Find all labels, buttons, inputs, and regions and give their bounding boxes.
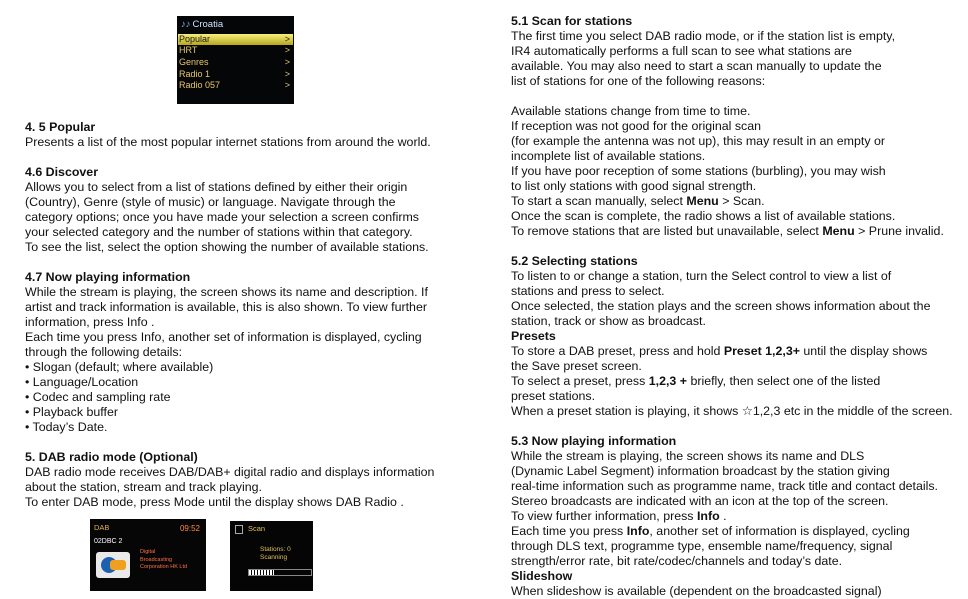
chevron-right-icon: >: [284, 57, 290, 67]
body-line: Available stations change from time to time.: [511, 104, 751, 118]
menu-row-hrt: HRT >: [179, 45, 290, 55]
scan-screen-screenshot: [230, 521, 313, 591]
body-line: Stereo broadcasts are indicated with an icon at the top of the screen.: [511, 494, 889, 508]
body-line: (for example the antenna was not up), this may result in an empty or: [511, 134, 885, 148]
body-line: list of stations for one of the following reasons:: [511, 74, 766, 88]
dab-ensemble: 02DBC 2: [94, 538, 123, 545]
presets-heading: Presets: [511, 329, 556, 343]
scan-progress-bar: [248, 569, 312, 576]
heading-4-7-now-playing: 4.7 Now playing information: [25, 270, 191, 284]
body-line: available. You may also need to start a scan manually to update the: [511, 59, 882, 73]
body-line: (Country), Genre (style of music) or language. Navigate through the: [25, 195, 396, 209]
bullet-item: • Today’s Date.: [25, 420, 108, 434]
heading-4-6-discover: 4.6 Discover: [25, 165, 99, 179]
heading-5-1-scan: 5.1 Scan for stations: [511, 14, 633, 28]
dab-mode-label: DAB: [94, 523, 110, 532]
heading-5-3-now-playing: 5.3 Now playing information: [511, 434, 677, 448]
body-line: Presents a list of the most popular internet stations from around the world.: [25, 135, 431, 149]
station-logo: [96, 552, 130, 578]
body-line: DAB radio mode receives DAB/DAB+ digital radio and displays information: [25, 465, 435, 479]
body-line: To start a scan manually, select Menu > Scan.: [511, 194, 765, 208]
body-line: Each time you press Info, another set of information is displayed, cycling: [511, 524, 910, 538]
bullet-item: • Codec and sampling rate: [25, 390, 171, 404]
croatia-menu-title: Croatia: [192, 19, 224, 30]
dab-screen-screenshot: [90, 519, 206, 591]
body-line: If reception was not good for the original scan: [511, 119, 762, 133]
scan-status: Stations: 0 Scanning: [260, 546, 291, 561]
menu-row-radio-057: Radio 057 >: [179, 80, 290, 90]
body-line: information, press Info .: [25, 315, 155, 329]
body-line: artist and track information is available, this is also shown. To view further: [25, 300, 427, 314]
croatia-menu-screenshot: [177, 16, 294, 104]
body-line: When a preset station is playing, it shows ☆1,2,3 etc in the middle of the screen.: [511, 404, 953, 418]
body-line: The first time you select DAB radio mode, or if the station list is empty,: [511, 29, 896, 43]
menu-row-genres: Genres >: [179, 57, 290, 67]
chevron-right-icon: >: [284, 45, 290, 55]
chevron-right-icon: >: [284, 69, 290, 79]
body-line: To listen to or change a station, turn the Select control to view a list of: [511, 269, 892, 283]
scan-title: Scan: [248, 524, 266, 533]
body-line: Once the scan is complete, the radio shows a list of available stations.: [511, 209, 896, 223]
body-line: your selected category and the number of stations within that category.: [25, 225, 413, 239]
body-line: real-time information such as programme name, track title and contact details.: [511, 479, 938, 493]
body-line: Each time you press Info, another set of information is displayed, cycling: [25, 330, 422, 344]
body-line: through DLS text, programme type, ensemble name/frequency, signal: [511, 539, 893, 553]
heading-5-2-selecting: 5.2 Selecting stations: [511, 254, 638, 268]
body-line: Allows you to select from a list of stations defined by either their origin: [25, 180, 408, 194]
body-line-cut-off: When slideshow is available (dependent on the broadcasted signal): [511, 584, 882, 598]
body-line: If you have poor reception of some stations (burbling), you may wish: [511, 164, 886, 178]
body-line: While the stream is playing, the screen shows its name and DLS: [511, 449, 865, 463]
body-line: To select a preset, press 1,2,3 + briefly, then select one of the listed: [511, 374, 881, 388]
body-line: To view further information, press Info .: [511, 509, 727, 523]
body-line: station, track or show as broadcast.: [511, 314, 706, 328]
bullet-item: • Language/Location: [25, 375, 139, 389]
body-line: through the following details:: [25, 345, 183, 359]
body-line: Once selected, the station plays and the screen shows information about the: [511, 299, 931, 313]
body-line: the Save preset screen.: [511, 359, 642, 373]
body-line: To store a DAB preset, press and hold Preset 1,2,3+ until the display shows: [511, 344, 928, 358]
scan-progress-fill: [249, 570, 274, 575]
body-line: strength/error rate, bit rate/codec/channels and today’s date.: [511, 554, 843, 568]
body-line: While the stream is playing, the screen shows its name and description. If: [25, 285, 428, 299]
chevron-right-icon: >: [284, 34, 290, 44]
body-line: category options; once you have made your selection a screen confirms: [25, 210, 419, 224]
menu-row-popular: Popular >: [178, 34, 293, 45]
body-line: IR4 automatically performs a full scan to see what stations are: [511, 44, 852, 58]
slideshow-heading: Slideshow: [511, 569, 573, 583]
menu-row-radio-1: Radio 1 >: [179, 69, 290, 79]
body-line: To see the list, select the option showing the number of available stations.: [25, 240, 429, 254]
body-line: incomplete list of available stations.: [511, 149, 706, 163]
body-line: To remove stations that are listed but unavailable, select Menu > Prune invalid.: [511, 224, 944, 238]
body-line: stations and press to select.: [511, 284, 665, 298]
body-line: preset stations.: [511, 389, 596, 403]
heading-4-5-popular: 4. 5 Popular: [25, 120, 96, 134]
body-line: (Dynamic Label Segment) information broadcast by the station giving: [511, 464, 890, 478]
body-line: about the station, stream and track playing.: [25, 480, 262, 494]
heading-5-dab-radio-mode: 5. DAB radio mode (Optional): [25, 450, 198, 464]
chevron-right-icon: >: [284, 80, 290, 90]
body-line: to list only stations with good signal strength.: [511, 179, 757, 193]
bullet-item: • Playback buffer: [25, 405, 118, 419]
scan-icon: [235, 525, 243, 534]
dab-station-name: Digital Broadcasting Corporation HK Ltd: [140, 549, 188, 570]
dab-clock: 09:52: [179, 524, 200, 533]
body-line: To enter DAB mode, press Mode until the display shows DAB Radio .: [25, 495, 404, 509]
music-note-icon: ♪♪: [181, 19, 191, 30]
bullet-item: • Slogan (default; where available): [25, 360, 214, 374]
